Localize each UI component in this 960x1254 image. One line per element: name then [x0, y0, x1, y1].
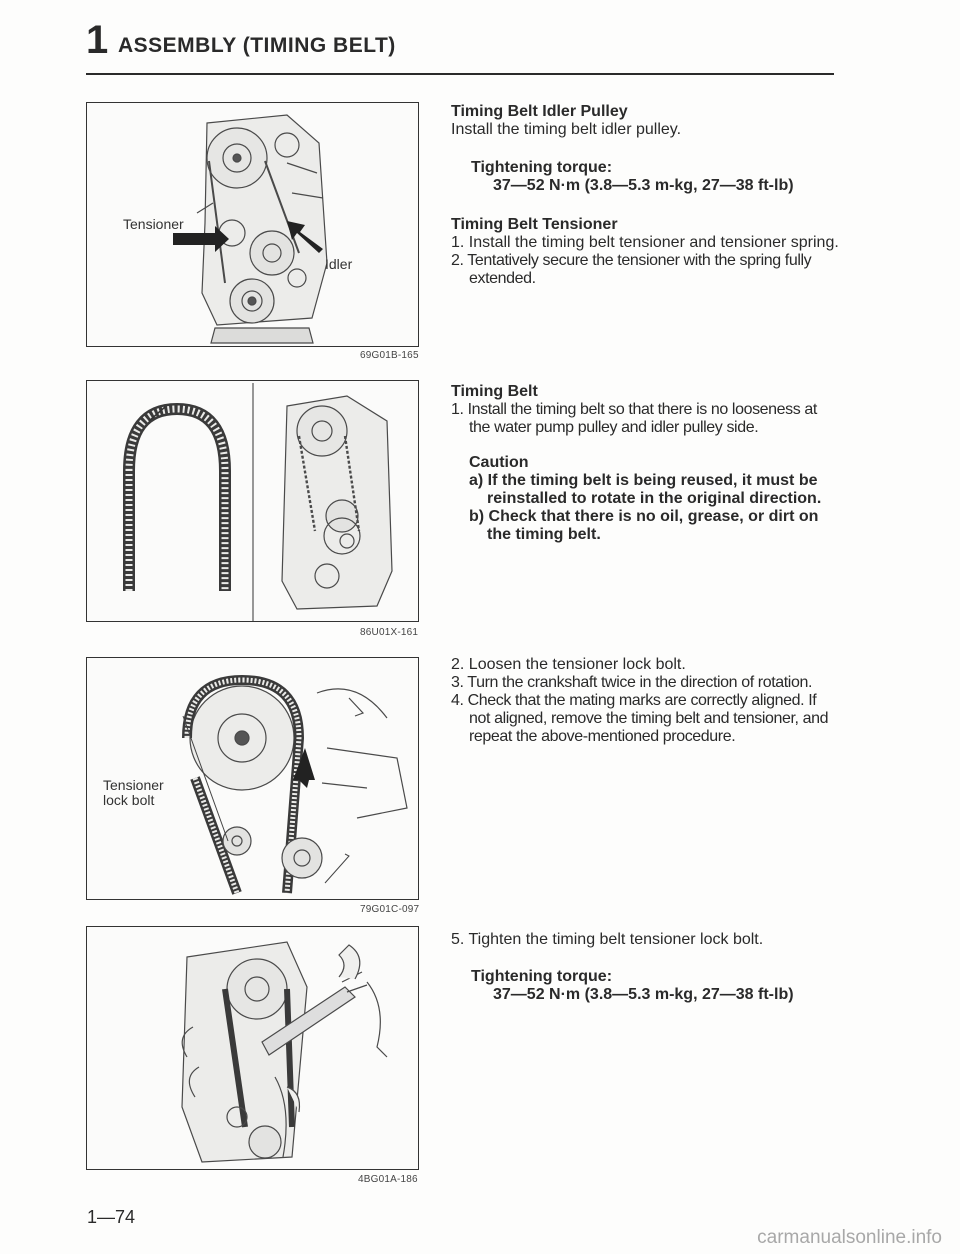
section-tensioner	[451, 216, 841, 288]
torque-label: Tightening torque:	[471, 968, 613, 985]
figure-tensioner-idler	[86, 102, 419, 347]
heading-tensioner: Timing Belt Tensioner	[451, 216, 618, 233]
figure-code: 4BG01A-186	[358, 1174, 418, 1185]
belt-step-1: 1. Install the timing belt so that there is no looseness at the water pump pulley and idler pulley side.	[451, 401, 817, 436]
torque-block-1	[451, 159, 841, 195]
figure-code: 79G01C-097	[360, 904, 420, 915]
caution-b: b) Check that there is no oil, grease, or dirt on the timing belt.	[469, 508, 819, 543]
heading-timing-belt: Timing Belt	[451, 383, 538, 400]
figure-tensioner-lock-bolt	[86, 657, 419, 900]
torque-value: 37—52 N·m (3.8—5.3 m-kg, 27—38 ft-lb)	[493, 177, 794, 194]
label-tensioner: Tensioner	[123, 216, 184, 232]
figure-tighten-bolt	[86, 926, 419, 1170]
caution-a: a) If the timing belt is being reused, it must be reinstalled to rotate in the original direction.	[469, 472, 822, 507]
step-5: 5. Tighten the timing belt tensioner lock bolt.	[451, 931, 764, 948]
label-idler: Idler	[325, 256, 353, 272]
header-rule	[86, 73, 834, 75]
page-title: ASSEMBLY (TIMING BELT)	[118, 34, 396, 57]
tensioner-step-1: 1. Install the timing belt tensioner and tensioner spring.	[451, 234, 839, 251]
heading-idler-pulley: Timing Belt Idler Pulley	[451, 103, 628, 120]
torque-block-2	[451, 968, 841, 1004]
section-steps-2-4	[451, 656, 841, 746]
section-step-5	[451, 931, 841, 949]
figure-code: 69G01B-165	[360, 350, 419, 361]
figure-code: 86U01X-161	[360, 627, 419, 638]
caution-block	[451, 454, 841, 544]
section-timing-belt	[451, 383, 841, 437]
step-2: 2. Loosen the tensioner lock bolt.	[451, 656, 686, 673]
torque-value: 37—52 N·m (3.8—5.3 m-kg, 27—38 ft-lb)	[493, 986, 794, 1003]
figure-belt-install	[86, 380, 419, 622]
label-tensioner-lock-bolt-line2: lock bolt	[103, 792, 155, 808]
torque-label: Tightening torque:	[471, 159, 613, 176]
section-idler-pulley	[451, 103, 841, 139]
page-number: 1—74	[87, 1207, 136, 1227]
caution-label: Caution	[469, 454, 529, 471]
tensioner-step-2: 2. Tentatively secure the tensioner with the spring fully extended.	[451, 252, 812, 287]
watermark: carmanualsonline.info	[757, 1227, 942, 1248]
step-4: 4. Check that the mating marks are correctly aligned. If not aligned, remove the timing belt and tensioner, and repeat the above-mentioned procedure.	[451, 692, 829, 745]
step-3: 3. Turn the crankshaft twice in the direction of rotation.	[451, 674, 813, 691]
text-idler-pulley: Install the timing belt idler pulley.	[451, 121, 682, 138]
belt-and-engine-illustration	[87, 381, 420, 623]
tightening-illustration	[87, 927, 420, 1171]
label-tensioner-lock-bolt-line1: Tensioner	[103, 777, 164, 793]
section-number: 1	[86, 18, 109, 62]
